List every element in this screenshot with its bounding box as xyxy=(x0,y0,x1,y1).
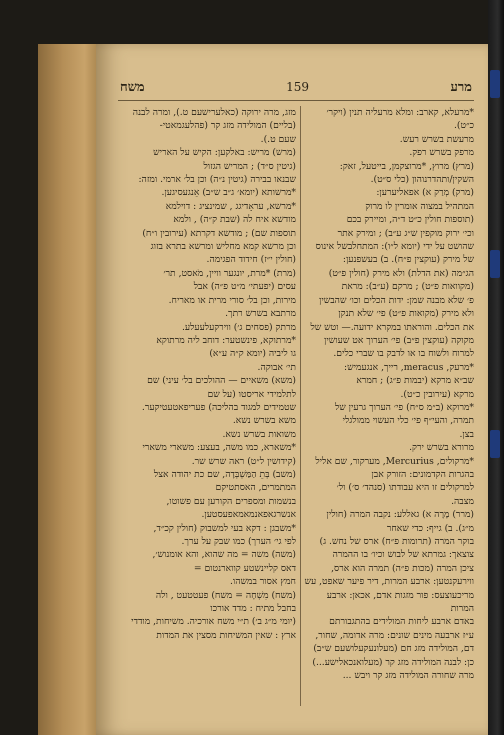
text-line: (משא) משאיים — ההולכים בל׳ עיני) שם xyxy=(147,375,296,387)
text-line: חמץ אסור במשהו. xyxy=(229,576,296,588)
text-line: (מרש) מריש: באלקען: הקיש על האריש xyxy=(153,147,296,159)
text-line: מודשא איח לה (שבת ק״ה) , ולמא xyxy=(173,214,296,226)
page-number: 159 xyxy=(286,80,310,94)
text-line: ציכן המרה (מכות פ״ה) תמרה הוא ארס, xyxy=(331,562,474,574)
text-line: שעם ט.). xyxy=(260,133,296,145)
text-line: כ״ט). xyxy=(453,120,474,132)
text-line: לתלמידי אריסטו (על שם xyxy=(207,388,296,400)
text-line: בוקר המרה (תרומות פ״ח) ארס של נחש. ג) xyxy=(319,536,474,547)
text-line: מרתק (פסחים ג׳) ווירקעלעעלע. xyxy=(181,321,296,333)
book-cover-edge xyxy=(488,0,504,735)
text-line: *מרקולים, Mercurius, מערקור, שם אליל xyxy=(315,455,474,467)
text-line: *מרעק, meracus, רייך, אנגעמיש: xyxy=(343,361,474,373)
text-line: ולא מירק (מקואות פ״ט) פי׳ שלא תנקן xyxy=(338,308,474,320)
text-line: מרתבא בשרש רתך. xyxy=(225,308,296,320)
bookmark-tab xyxy=(490,430,500,458)
text-line: דם, המולידה מזג חם (מעלונעקעלושעם ש״ב) xyxy=(313,643,474,655)
right-column xyxy=(304,106,474,706)
left-column xyxy=(124,106,296,706)
text-line: (מרץ) מרוץ, *מרוצקמן, בייטעל, זאק: xyxy=(339,160,474,172)
text-line: בחבל מתיח : מדד אורכו xyxy=(210,603,296,615)
text-line: מרעשת בשרש רעש. xyxy=(399,133,474,145)
text-line: *משארא, כמו משה, בעצע: משארי משארי xyxy=(142,442,296,454)
text-line: מ״ג). ב) גייף: כדי שאחר xyxy=(386,522,474,534)
text-line: באדם ארבע ליחות המולידים בהתגבורתם xyxy=(329,616,474,628)
text-line: ווירעקנטען: ארבע המרות, דיר פיער שאפט, עש xyxy=(304,576,474,588)
text-line: (גיטין ס״ד) ; המריש הגזול xyxy=(203,160,296,172)
header-left-word: משח xyxy=(120,80,145,95)
text-line: הג״מה (את הדלת) ולא מירק (חולין פ״ט) xyxy=(328,267,474,279)
text-line: *מרתוקא, פינשטער: דוחב ליה מרתוקא xyxy=(156,334,296,346)
text-line: (בליים) המולידה מזג קר (פהלעגמאטי- xyxy=(159,120,296,132)
header-rule xyxy=(118,100,474,101)
text-line: שב״א מרקא (יבמות פ״ג) ; חמרא xyxy=(356,375,474,387)
text-line: משואות בשרש נשא. xyxy=(222,428,296,440)
text-line: *משבגן : דקא בעי למשבוק (חולין קכ״ד, xyxy=(153,522,296,534)
text-line: לפי גי׳ הערך) כמו שבק על ערך. xyxy=(181,536,296,547)
text-line: בצן. xyxy=(459,428,474,440)
text-line: (מקוואות פ״ט) ; מרקם (ע״ב): מראת xyxy=(341,281,474,293)
text-line: בהגרות הקדמונים: הזורק אבן xyxy=(371,468,474,480)
text-line: (משה) משה = מה שהוא, והא אומנוש׳, xyxy=(152,549,296,561)
text-line: *מרוקא (ב״מ ס״ח) פי׳ הערוך גרעין של xyxy=(334,401,474,413)
text-line: פ׳ שלא מבנה שמן: ידות הכלים וכו׳ שהבשין xyxy=(318,294,474,306)
header-right-word: מרע xyxy=(450,80,472,95)
text-line: למרוח ולשוח בו או לדבק בו שברי כלים. xyxy=(333,348,474,360)
text-line: (מרק) מְרַק א) אפאליערען: xyxy=(376,187,474,199)
text-line: מזג, מרה ירוקה (כאלערישעם ט.), ומרה לבנה xyxy=(132,107,296,118)
text-line: מצבה. xyxy=(451,495,474,507)
text-line: שבנאו בבירה (גיטין נ״ה) וכן בל׳ ארמי. ומזה: xyxy=(138,174,296,186)
text-line: כן: לבנה המולידה מזג קר (מעלואנכאלישע...) xyxy=(312,656,474,668)
text-line: שטמידים למגוד בהליכה) פעריפאטעטיקער. xyxy=(141,401,296,413)
text-line: המתמרים, האסתטיקם xyxy=(215,482,296,494)
text-line: תוספות שם) ; מודשא דקרתא (עירובין ו״ח) xyxy=(142,227,296,239)
text-line: גו ליביה (יומא ק״ה ע״א) xyxy=(209,348,296,360)
text-line: וכי׳ ירוק מוקפין ש״ג ע״ב) ; ומירק אתר xyxy=(337,227,474,239)
text-line: *מרשא, עראָדיגג , שמינציג : דוילמא xyxy=(165,200,296,212)
column-divider xyxy=(300,106,301,706)
text-line: (יומי מ״ג ב׳) ת״י משח אורכיה. משיחות, מודדי xyxy=(131,616,296,628)
text-line: *מרשותא (יומא׳ ג״ב ש״ב) אֵנגעסיגען. xyxy=(161,187,296,199)
text-line: של מירק (עוקצין פ״ח). ב) בעשפנען: xyxy=(342,254,474,266)
text-line: ע״ז ארבעה מינים שונים: מרה אדומה, שחור, xyxy=(315,629,474,641)
text-line: המתהיל במצוה אומרין לו מרוק xyxy=(365,200,474,212)
text-line: שהושט על ידי (יומא ל״ו): המתחלבשל אינוס xyxy=(315,241,474,253)
text-line: מרה שחורה המולידה מזג קר ויבש ... xyxy=(342,670,474,682)
text-line: עסים (יפעתי׳ מ״ט פ״ה) אבל xyxy=(193,281,296,293)
text-line: ארץ : שאין המשיחות מסצין את המדות xyxy=(156,629,296,641)
text-line: מרורא בשרש ירק. xyxy=(409,442,474,454)
text-line: (משח) מִשְׁחָה = משח) פעטטעט , ולה xyxy=(155,589,296,601)
text-line: מקוקה (עוקצין פ״ב) פי׳ הערוך אט שעושין xyxy=(324,334,474,346)
text-line: דאס קליינשטע קווארנטום = xyxy=(193,562,296,574)
text-line: צוצאך: גמרתא של לבוש וכיו׳ בו ההמרה xyxy=(332,549,474,561)
text-line: *מרעלא, קארב: ומלא מרעליה תנין (ויקר׳ xyxy=(326,107,474,118)
book-page-edge xyxy=(38,44,100,735)
text-line: משא בשרש נשא. xyxy=(232,415,296,427)
text-line: בנשמות ומספרים הקורען עם פשוטו, xyxy=(166,495,296,507)
text-line: מריכעוצעס: פור מזגות אדם, אכאן: ארבע המרות xyxy=(326,589,474,615)
text-line: (חולין י״ז) חידוד הפגימה. xyxy=(206,254,296,266)
text-line: מרקא (עירובין כ״ט). xyxy=(400,388,474,400)
text-line: מרפק בשרש רפק. xyxy=(409,147,474,159)
text-line: תמרה, והעי״ף פי׳ כלי העשוי ממולגלי xyxy=(342,415,474,427)
text-line: (תוספות חולין כ״ט ד״ה, ומיירק בכם xyxy=(346,214,474,226)
text-line: את הכלים. והוראתו במקרא ידועה.— וטש של xyxy=(310,321,474,333)
text-line: (מרת) *מרת, יונגער וויין, מֹאסט, תר׳ xyxy=(163,267,296,279)
text-line: מירות, וכן בל׳ סורי מרית או מאריח. xyxy=(168,294,296,306)
text-line: השקין/ותהדרנוהון (כלי ס״ט). xyxy=(370,174,474,186)
text-line: למרקולים זו היא עבודתו (סנהד׳ ס׳) ול׳ xyxy=(336,482,474,494)
bookmark-tab xyxy=(490,250,500,278)
text-line: (משב) בְּתֵ הַמַּשְׁבְּדָה, שם כת יהודה אצל xyxy=(153,468,296,480)
text-line: וכן מרשא קמא מחליש ומרשא בתרא בזוג xyxy=(150,241,296,253)
text-line: תי׳ אבוקה. xyxy=(257,361,296,373)
page-header xyxy=(120,76,472,98)
text-line: אנשרגאפאנמאמאפעסטען. xyxy=(201,509,296,521)
text-line: (קידושין ל״ט) ראה שרש שר. xyxy=(191,455,296,467)
text-line: (מרר) מָרָה א) גאללע: נקבה המרה (חולין xyxy=(326,509,474,521)
bookmark-tab xyxy=(490,70,500,98)
